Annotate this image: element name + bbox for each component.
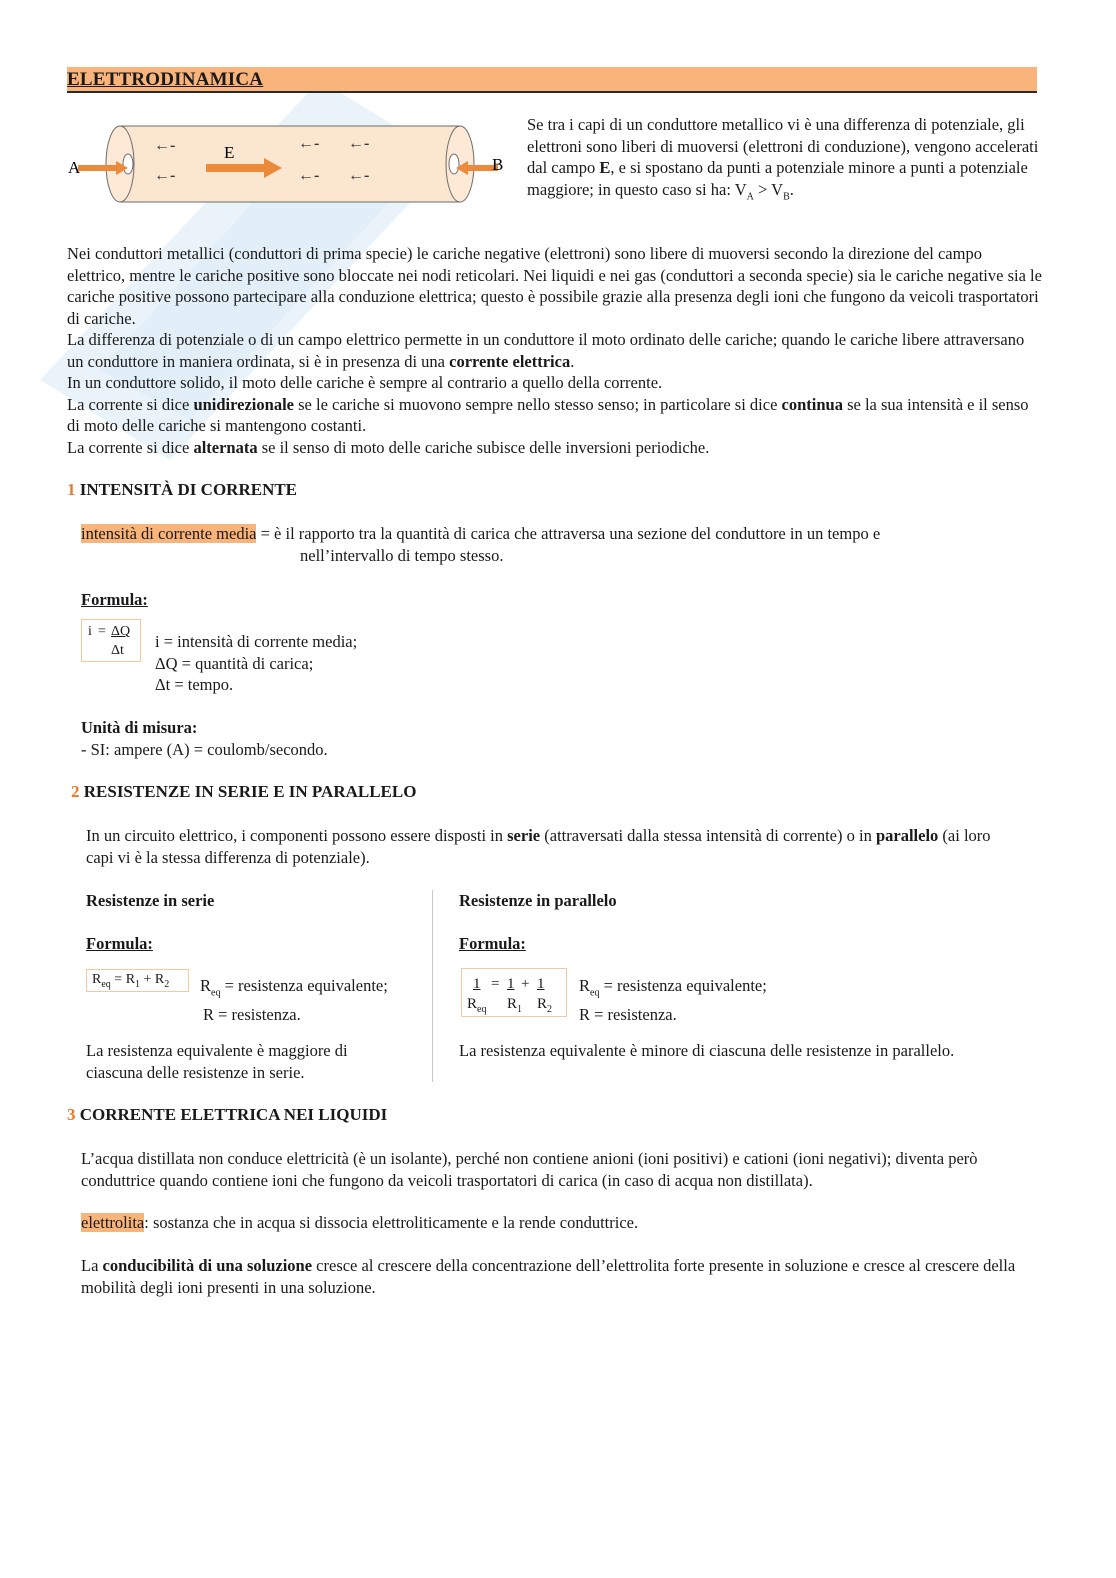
formula-intensity: i = ΔQ Δt (81, 619, 141, 662)
elettrolita-definition: elettrolita: sostanza che in acqua si dissocia elettroliticamente e la rende conduttrice. (81, 1213, 639, 1232)
paragraph-3: In un conduttore solido, il moto delle cariche è sempre al contrario a quello della corrente. (67, 373, 663, 392)
definition-intensity: intensità di corrente media = è il rapporto tra la quantità di carica che attraversa una sezione del conduttore in un tempo e (81, 524, 881, 543)
column-divider (432, 890, 433, 1082)
page-title: ELETTRODINAMICA (67, 69, 264, 90)
section-1-heading: 1 INTENSITÀ DI CORRENTE (67, 480, 298, 499)
paragraph-4: La corrente si dice unidirezionale se le cariche si muovono sempre nello stesso senso; in particolare si dice continua se la sua intensità e il senso di moto delle cariche si mantengono costanti. (67, 394, 1029, 435)
conductor-diagram (66, 118, 506, 210)
title-bar (67, 67, 1037, 93)
section-3-heading: 3 CORRENTE ELETTRICA NEI LIQUIDI (67, 1105, 388, 1124)
formula-legend-1: i = intensità di corrente media; ΔQ = quantità di carica; Δt = tempo. (155, 632, 358, 694)
label-e: E (224, 143, 235, 162)
formula-parallelo: 1 $R_{eq}$ = 1 $R_1$ + 1 $R_2$ (461, 968, 567, 1017)
intro-paragraph: Se tra i capi di un conduttore metallico vi è una differenza di potenziale, gli elettroni sono liberi di muoversi (elettroni di conduzione), vengono accelerati dal campo E, e si spostano da punti a potenziale minore a punti a potenziale maggiore; in questo caso si ha: $V_A > V_B$. (527, 115, 1039, 202)
units-block: Unità di misura: - SI: ampere (A) = coulomb/secondo. (81, 718, 328, 759)
term-highlight: intensità di corrente media (81, 524, 257, 543)
formula-label-parallelo: Formula: (459, 934, 526, 953)
label-b: B (492, 155, 504, 174)
elettrolita-highlight: elettrolita (81, 1213, 145, 1232)
formula-label-1: Formula: (81, 590, 148, 609)
charge-3: ←- (298, 135, 320, 152)
definition-intensity-cont: nell’intervallo di tempo stesso. (300, 546, 504, 565)
charge-2: ←- (154, 167, 176, 184)
label-a: A (68, 158, 81, 177)
formula-serie: $R_{eq} = R_1 + R_2$ (86, 969, 189, 992)
section-2-heading: 2 RESISTENZE IN SERIE E IN PARALLELO (71, 782, 417, 801)
paragraph-1: Nei conduttori metallici (conduttori di prima specie) le cariche negative (elettroni) sono libere di muoversi secondo la direzione del campo elettrico, mentre le cariche positive sono bloccate nei nodi reticolari. Nei liquidi e nei gas (conduttori a seconda specie) sia le cariche negative sia le cariche positive possono partecipare alla conduzione elettrica; questo è possibile grazie alla presenza degli ioni che fungono da veicoli trasportatori di cariche. (67, 244, 1042, 328)
paragraph-2: La differenza di potenziale o di un campo elettrico permette in un conduttore il moto ordinato delle cariche; quando le cariche libere attraversano un conduttore in maniera ordinata, si è in presenza di una corrente elettrica. (67, 330, 1025, 371)
charge-4: ←- (348, 135, 370, 152)
charge-1: ←- (154, 137, 176, 154)
charge-5: ←- (298, 167, 320, 184)
charge-6: ←- (348, 167, 370, 184)
paragraph-5: La corrente si dice alternata se il senso di moto delle cariche subisce delle inversioni periodiche. (67, 437, 710, 457)
body-text (67, 243, 1042, 458)
serie-title: Resistenze in serie (86, 891, 215, 910)
parallelo-title: Resistenze in parallelo (459, 891, 617, 910)
section-3-text: L’acqua distillata non conduce elettricità (è un isolante), perché non contiene anioni (ioni positivi) e cationi (ioni negativi); diventa però conduttrice quando contiene ioni che fungono da veicoli trasportatori di carica (in caso di acqua non distillata). (81, 1149, 978, 1190)
formula-label-serie: Formula: (86, 934, 153, 953)
section-2-intro: In un circuito elettrico, i componenti possono essere disposti in serie (attraversati dalla stessa intensità di corrente) o in parallelo (ai loro capi vi è la stessa differenza di potenziale). (86, 826, 991, 867)
conducibilita-paragraph: La conducibilità di una soluzione cresce al crescere della concentrazione dell’elettrolita forte presente in soluzione e cresce al crescere della mobilità degli ioni presenti in una soluzione. (81, 1256, 1016, 1297)
parallelo-legend: $R_{eq}$ = resistenza equivalente; R = resistenza. (579, 976, 767, 1024)
serie-note: La resistenza equivalente è maggiore di ciascuna delle resistenze in serie. (86, 1041, 348, 1082)
parallelo-note: La resistenza equivalente è minore di ciascuna delle resistenze in parallelo. (459, 1041, 955, 1060)
serie-legend: $R_{eq}$ = resistenza equivalente; R = resistenza. (200, 976, 388, 1024)
